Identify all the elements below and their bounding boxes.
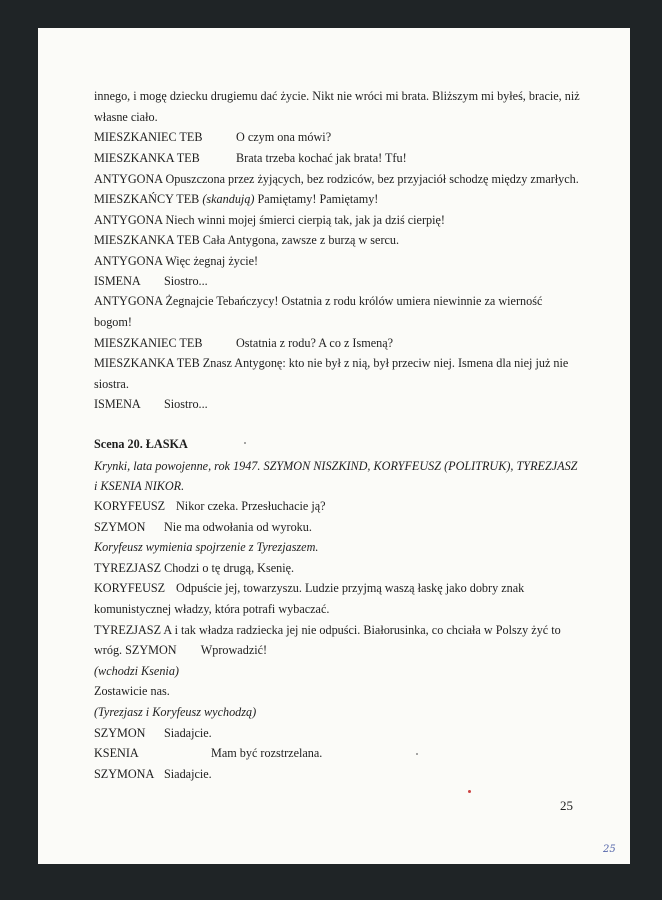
speaker-name: TYREZJASZ — [94, 561, 162, 575]
speaker-name: KORYFEUSZ — [94, 499, 166, 513]
speaker-name: MIESZKANIEC TEB — [94, 336, 203, 350]
dialogue-line: TYREZJASZ A i tak władza radziecka jej nie odpuści. Białorusinka, co chciała w Polszy żyć to — [94, 623, 561, 637]
speaker-name: MIESZKANIEC TEB — [94, 130, 203, 144]
speaker-name: ISMENA — [94, 397, 141, 411]
dialogue-line: MIESZKANIEC TEB Ostatnia z rodu? A co z Ismeną? — [94, 336, 394, 350]
speaker-name: SZYMON — [94, 726, 146, 740]
text-line: wróg. SZYMON Wprowadzić! — [94, 643, 268, 657]
speaker-name: MIESZKANKA TEB — [94, 233, 200, 247]
speaker-name: MIESZKAŃCY TEB — [94, 192, 200, 206]
dialogue-line: KORYFEUSZ Nikor czeka. Przesłuchacie ją? — [94, 499, 326, 513]
dialogue-line: KORYFEUSZ Odpuście jej, towarzyszu. Ludzie przyjmą waszą łaskę jako dobry znak — [94, 581, 525, 595]
handwritten-page-number: 25 — [603, 844, 616, 855]
speaker-name: ANTYGONA — [94, 172, 163, 186]
dialogue-line: ANTYGONA Żegnajcie Tebańczycy! Ostatnia z rodu królów umiera niewinnie za wierność — [94, 294, 543, 308]
dialogue-line: SZYMONA Siadajcie. — [94, 767, 212, 781]
text-line: bogom! — [94, 315, 132, 329]
stage-direction: (wchodzi Ksenia) — [94, 664, 179, 678]
page-number: 25 — [560, 798, 573, 813]
scene-setting: i KSENIA NIKOR. — [94, 479, 185, 493]
speaker-name: KSENIA — [94, 746, 139, 760]
speaker-name: ANTYGONA — [94, 254, 163, 268]
speaker-name: MIESZKANKA TEB — [94, 151, 200, 165]
dialogue-line: MIESZKANKA TEB Cała Antygona, zawsze z burzą w sercu. — [94, 233, 400, 247]
dialogue-line: SZYMON Nie ma odwołania od wyroku. — [94, 520, 312, 534]
document-page — [38, 28, 630, 864]
paper-speck — [244, 442, 246, 444]
scene-heading: Scena 20. ŁASKA — [94, 437, 188, 451]
stage-direction: (Tyrezjasz i Koryfeusz wychodzą) — [94, 705, 257, 719]
paper-speck — [416, 753, 418, 755]
text-line: innego, i mogę dziecku drugiemu dać życie. Nikt nie wróci mi brata. Bliższym mi byłeś, bracie, niż — [94, 89, 580, 103]
speaker-name: MIESZKANKA TEB — [94, 356, 200, 370]
speaker-name: ISMENA — [94, 274, 141, 288]
speaker-name: SZYMON — [94, 520, 146, 534]
stage-direction: Koryfeusz wymienia spojrzenie z Tyrezjaszem. — [94, 540, 319, 554]
text-line: komunistycznej władzy, która potrafi wybaczać. — [94, 602, 330, 616]
text-line: własne ciało. — [94, 110, 158, 124]
dialogue-line: ANTYGONA Więc żegnaj życie! — [94, 254, 259, 268]
dialogue-line: SZYMON Siadajcie. — [94, 726, 212, 740]
dialogue-line: TYREZJASZ Chodzi o tę drugą, Ksenię. — [94, 561, 295, 575]
dialogue-line: MIESZKANIEC TEB O czym ona mówi? — [94, 130, 332, 144]
dialogue-line: ISMENA Siostro... — [94, 274, 208, 288]
speaker-name: SZYMONA — [94, 767, 155, 781]
text-line: siostra. — [94, 377, 129, 391]
text-line: Zostawicie nas. — [94, 684, 170, 698]
dialogue-line: ANTYGONA Opuszczona przez żyjących, bez rodziców, bez przyjaciół schodzę między zmarłych. — [94, 172, 579, 186]
dialogue-line: MIESZKANKA TEB Brata trzeba kochać jak brata! Tfu! — [94, 151, 407, 165]
dialogue-line: MIESZKANKA TEB Znasz Antygonę: kto nie był z nią, był przeciw niej. Ismena dla niej już nie — [94, 356, 569, 370]
stage-direction: (skandują) — [202, 192, 255, 206]
dialogue-line: KSENIA Mam być rozstrzelana. — [94, 746, 323, 760]
speaker-name: ANTYGONA — [94, 213, 163, 227]
ink-mark — [468, 790, 471, 793]
speaker-name: KORYFEUSZ — [94, 581, 166, 595]
speaker-name: TYREZJASZ — [94, 623, 162, 637]
scene-setting: Krynki, lata powojenne, rok 1947. SZYMON NISZKIND, KORYFEUSZ (POLITRUK), TYREZJASZ — [94, 459, 578, 473]
speaker-name: ANTYGONA — [94, 294, 163, 308]
dialogue-line: ISMENA Siostro... — [94, 397, 208, 411]
dialogue-line: ANTYGONA Niech winni mojej śmierci cierpią tak, jak ja dziś cierpię! — [94, 213, 445, 227]
dialogue-line: MIESZKAŃCY TEB (skandują) Pamiętamy! Pamiętamy! — [94, 192, 379, 206]
